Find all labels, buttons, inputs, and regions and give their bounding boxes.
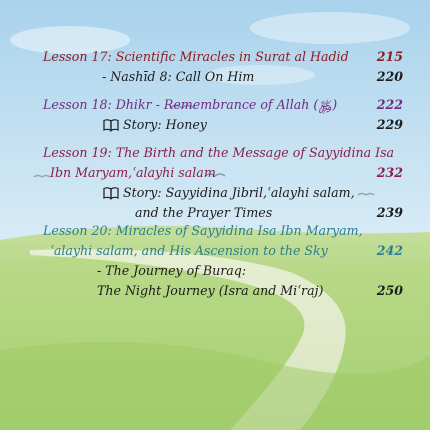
toc-entry-nashid-8[interactable] — [0, 67, 430, 87]
lesson-18-title: Lesson 18: Dhikr - Remembrance of Allah (﷿) — [43, 97, 338, 112]
story-jibril-title-line-1: Story: Sayyidina Jibril,ʿalayhi salam, — [123, 185, 355, 200]
lesson-18-page: 222 — [376, 97, 403, 112]
toc-entry-lesson-19-cont[interactable] — [0, 163, 430, 183]
nashid-8-title: - Nashīd 8: Call On Him — [102, 69, 255, 84]
story-jibril-title-line-2: and the Prayer Times — [135, 205, 273, 220]
story-honey-title: Story: Honey — [123, 117, 207, 132]
toc-entry-story-jibril-cont[interactable] — [0, 203, 430, 223]
lesson-19-page: 232 — [376, 165, 403, 180]
toc-entry-journey-of-buraq[interactable] — [0, 261, 430, 281]
journey-of-buraq-title-line-2: The Night Journey (Isra and Miʿraj) — [97, 283, 324, 298]
story-honey-page: 229 — [376, 117, 403, 132]
open-book-icon — [103, 186, 119, 200]
lesson-20-page: 242 — [376, 243, 403, 258]
lesson-17-page: 215 — [376, 49, 403, 64]
lesson-19-title-line-2: Ibn Maryam,ʿalayhi salam — [50, 165, 216, 180]
open-book-icon — [103, 118, 119, 132]
journey-of-buraq-title-line-1: - The Journey of Buraq: — [97, 263, 247, 278]
toc-entry-lesson-20-cont[interactable] — [0, 241, 430, 261]
toc-entry-lesson-17[interactable] — [0, 47, 430, 67]
story-jibril-page: 239 — [376, 205, 403, 220]
toc-entry-lesson-19[interactable] — [0, 143, 430, 163]
toc-entry-story-honey[interactable] — [0, 115, 430, 135]
toc-entry-journey-of-buraq-cont[interactable] — [0, 281, 430, 301]
lesson-19-title-line-1: Lesson 19: The Birth and the Message of Sayyidina Isa — [43, 145, 395, 160]
toc-entry-story-jibril[interactable] — [0, 183, 430, 203]
journey-of-buraq-page: 250 — [376, 283, 403, 298]
toc-entry-lesson-20[interactable] — [0, 221, 430, 241]
lesson-20-title-line-2: ʿalayhi salam, and His Ascension to the Sky — [50, 243, 328, 258]
lesson-20-title-line-1: Lesson 20: Miracles of Sayyidina Isa Ibn Maryam, — [43, 223, 363, 238]
toc-entry-lesson-18[interactable] — [0, 95, 430, 115]
nashid-8-page: 220 — [376, 69, 403, 84]
lesson-17-title: Lesson 17: Scientific Miracles in Surat al Hadid — [43, 49, 349, 64]
